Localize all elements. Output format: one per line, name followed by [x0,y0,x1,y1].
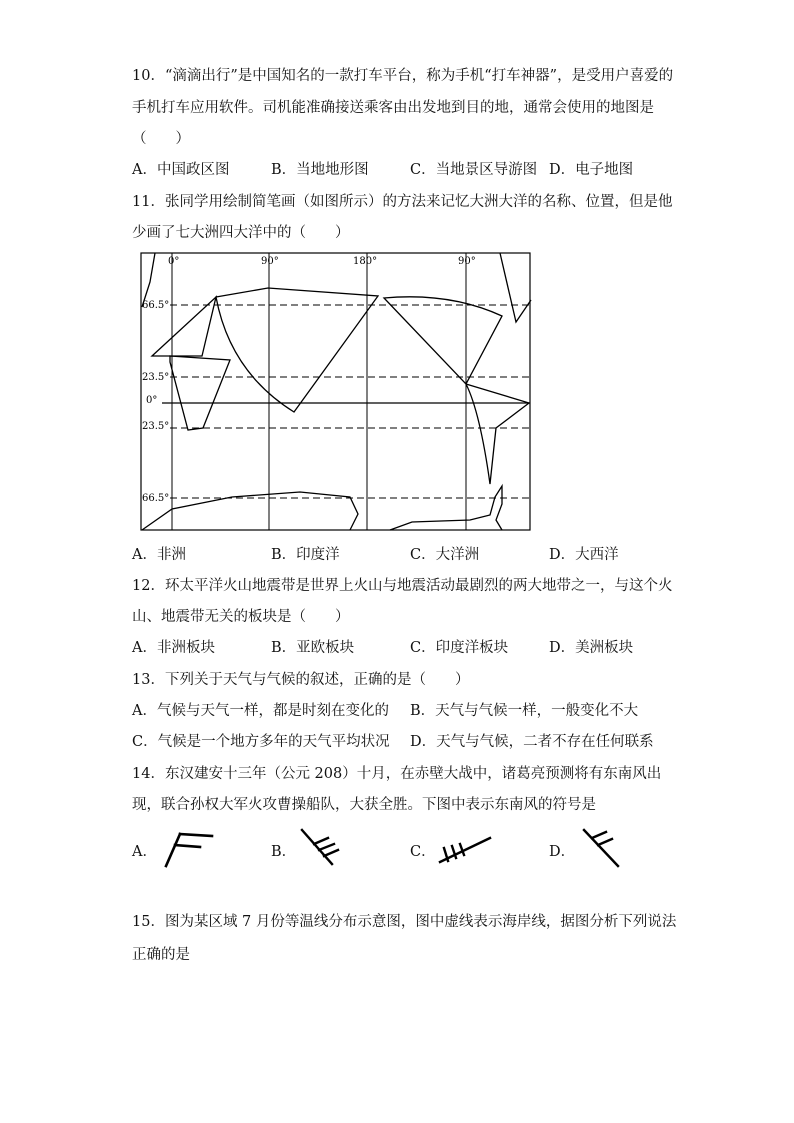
q13-text-line1: 13．下列关于天气与气候的叙述，正确的是（ ） [132,672,470,688]
q14-option-d[interactable]: D． [549,844,576,860]
map-frame [141,253,530,530]
q14-text-line2: 现，联合孙权大军火攻曹操船队，大获全胜。下图中表示东南风的符号是 [132,797,596,813]
q13-option-d[interactable]: D．天气与气候，二者不存在任何联系 [410,734,654,750]
q11-option-a[interactable]: A．非洲 [132,547,186,563]
wind-symbol-c-icon[interactable] [436,834,496,868]
q11-option-b[interactable]: B．印度洋 [271,547,340,563]
continent-sketch-map [140,252,532,532]
wind-symbol-d-icon[interactable] [578,826,626,870]
q13-option-a[interactable]: A．气候与天气一样，都是时刻在变化的 [132,703,389,719]
q11-option-c[interactable]: C．大洋洲 [410,547,480,563]
q12-text-line2: 山、地震带无关的板块是（ ） [132,609,350,625]
q11-option-d[interactable]: D．大西洋 [549,547,619,563]
q13-option-b[interactable]: B．天气与气候一样，一般变化不大 [410,703,639,719]
lat-label-66n: 66.5° [142,300,170,311]
lat-label-23n: 23.5° [142,372,170,383]
lon-label-0: 0° [168,256,180,267]
q14-text-line1: 14．东汉建安十三年（公元 208）十月，在赤壁大战中，诸葛亮预测将有东南风出 [132,766,662,782]
north-america-shape [384,297,502,384]
q15-text-line1: 15．图为某区域 7 月份等温线分布示意图，图中虚线表示海岸线，据图分析下列说法 [132,914,677,930]
q10-option-a[interactable]: A．中国政区图 [132,162,230,178]
q15-text-line2: 正确的是 [132,947,190,963]
q10-option-d[interactable]: D．电子地图 [549,162,634,178]
q11-text-line2: 少画了七大洲四大洋中的（ ） [132,225,350,241]
q12-option-c[interactable]: C．印度洋板块 [410,640,509,656]
africa-shape [170,356,230,430]
wind-symbol-b-icon[interactable] [296,826,346,870]
antarctica-shape [142,486,502,530]
q10-option-b[interactable]: B．当地地形图 [271,162,369,178]
q10-text-line2: 手机打车应用软件。司机能准确接送乘客由出发地到目的地，通常会使用的地图是 [132,100,654,116]
q14-option-a[interactable]: A． [132,844,157,860]
wind-symbol-a-icon[interactable] [162,828,218,870]
na-coast-shape [500,253,531,322]
q10-text-line1: 10．“滴滴出行”是中国知名的一款打车平台，称为手机“打车神器”，是受用户喜爱的 [132,68,674,84]
q12-text-line1: 12．环太平洋火山地震带是世界上火山与地震活动最剧烈的两大地带之一，与这个火 [132,578,673,594]
q10-option-c[interactable]: C．当地景区导游图 [410,162,538,178]
greenland-shape [142,253,155,307]
q14-option-c[interactable]: C． [410,844,436,860]
q11-text-line1: 11．张同学用绘制简笔画（如图所示）的方法来记忆大洲大洋的名称、位置，但是他 [132,194,673,210]
asia-shape [216,288,378,412]
q14-option-b[interactable]: B． [271,844,297,860]
q13-option-c[interactable]: C．气候是一个地方多年的天气平均状况 [132,734,390,750]
south-america-shape [466,384,529,484]
q12-option-a[interactable]: A．非洲板块 [132,640,215,656]
lon-label-180: 180° [353,256,378,267]
lat-label-23s: 23.5° [142,421,170,432]
lon-label-90e: 90° [261,256,279,267]
lon-label-90w: 90° [458,256,476,267]
q12-option-b[interactable]: B．亚欧板块 [271,640,355,656]
lat-label-0: 0° [146,395,158,406]
q10-text-line3: （ ） [132,131,190,147]
lat-label-66s: 66.5° [142,493,170,504]
q12-option-d[interactable]: D．美洲板块 [549,640,634,656]
